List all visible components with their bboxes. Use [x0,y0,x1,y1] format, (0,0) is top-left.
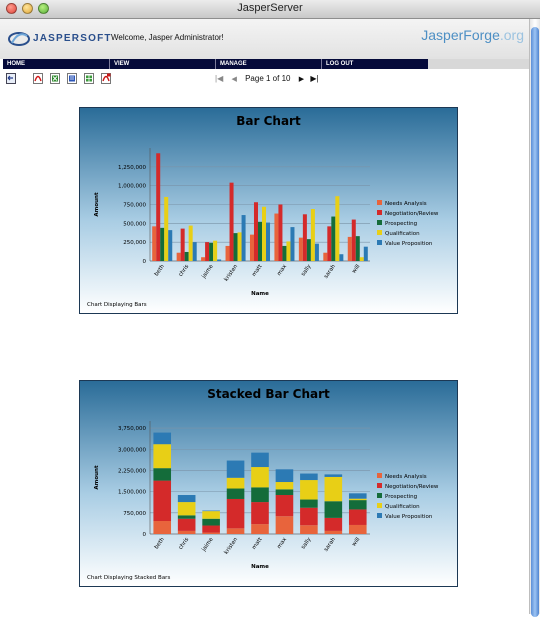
app-header [0,19,540,59]
stacked-bar-chart-panel [79,380,458,587]
previous-page-icon[interactable]: ◀ [231,75,237,83]
bar [156,153,160,261]
jasperforge-link[interactable] [421,27,524,43]
x-axis-label: Name [251,291,269,297]
stacked-bar-chart [80,381,457,586]
y-tick-label: 0 [142,259,146,265]
main-nav [3,59,428,69]
bar-segment [251,524,269,534]
x-tick-label: matt [251,536,264,551]
chart-footer: Chart Displaying Bars [87,302,147,308]
bar-segment [300,480,318,499]
bar [348,237,352,261]
legend-label: Value Proposition [385,241,433,247]
bar-segment [325,477,343,501]
nav-home[interactable]: HOME [7,61,25,67]
bar-segment [227,461,245,478]
bar [278,205,282,262]
bar [258,222,262,261]
bar [286,241,290,261]
nav-logout[interactable]: LOG OUT [321,59,428,69]
bar-segment [325,518,343,531]
bar-segment [178,515,196,518]
bar [250,235,254,261]
bar [315,244,319,261]
bar-segment [325,474,343,477]
window-title: JasperServer [237,2,303,14]
bar [339,254,343,261]
bar [360,257,364,261]
x-tick-label: max [276,536,289,550]
bar [364,247,368,261]
forge-text-org: .org [499,27,524,43]
bar-segment [153,468,171,480]
bar [242,215,246,261]
bar [164,197,168,261]
bar-segment [349,525,367,534]
x-tick-label: sally [300,263,313,278]
y-tick-label: 250,000 [123,240,146,247]
bar-segment [300,474,318,480]
bar [352,220,356,261]
bar [311,209,315,261]
first-page-icon[interactable]: |◀ [215,74,224,84]
bar-segment [153,433,171,445]
bar-chart [80,108,457,313]
y-axis-label: Amount [94,465,100,490]
bar [217,259,221,261]
y-tick-label: 1,000,000 [118,183,146,190]
bar-segment [153,521,171,534]
window-titlebar [0,0,540,19]
bar-segment [227,478,245,489]
nav-filler [428,59,540,69]
bar-segment [276,489,294,495]
legend-swatch [377,240,382,245]
legend-swatch [377,230,382,235]
report-pager [215,74,319,83]
bar [307,239,311,261]
export-rtf-icon[interactable] [67,73,77,84]
back-to-repository-icon[interactable] [6,73,16,84]
legend-label: Needs Analysis [385,474,427,480]
legend-label: Needs Analysis [385,201,427,207]
bar-segment [251,487,269,502]
bar [160,228,164,261]
x-tick-label: kristen [223,263,240,283]
y-tick-label: 3,000,000 [118,447,146,454]
bar-segment [251,453,269,467]
bar-segment [349,509,367,525]
page-indicator: Page 1 of 10 [245,74,291,84]
bar [185,252,189,261]
legend-swatch [377,483,382,488]
bar-segment [276,469,294,482]
bar-chart-panel [79,107,458,314]
bar [254,202,258,261]
bar-segment [202,526,220,533]
legend-swatch [377,200,382,205]
legend-swatch [377,220,382,225]
bar-segment [227,499,245,528]
legend-label: Negotiation/Review [385,211,439,217]
x-axis-label: Name [251,564,269,570]
export-csv-icon[interactable] [84,73,94,84]
bar [205,242,209,261]
x-tick-label: jaime [201,536,215,553]
legend-label: Qualification [385,231,420,237]
y-tick-label: 2,250,000 [118,468,146,475]
bar-segment [202,511,220,519]
bar-segment [153,481,171,521]
jaspersoft-logo-icon [8,30,30,48]
bar-segment [349,499,367,500]
legend-label: Value Proposition [385,514,433,520]
y-tick-label: 750,000 [123,510,146,517]
legend-swatch [377,503,382,508]
bar [282,246,286,261]
bar [226,246,230,261]
chart-title: Bar Chart [236,114,301,128]
bar-segment [153,444,171,468]
y-tick-label: 1,250,000 [118,164,146,171]
legend-swatch [377,473,382,478]
x-tick-label: beth [153,263,166,278]
next-page-icon[interactable]: ▶ [298,75,305,83]
bar [230,183,234,261]
bar [189,226,193,261]
bar-segment [349,500,367,509]
bar-segment [300,525,318,534]
bar [356,236,360,261]
x-tick-label: will [351,536,362,548]
bar-segment [178,495,196,502]
bar [168,230,172,261]
logo-text: JASPERSOFT [33,33,112,44]
bar-segment [251,467,269,487]
bar [303,214,307,261]
legend-label: Prospecting [385,494,418,500]
bar-segment [325,501,343,518]
vertical-scrollbar[interactable] [529,19,540,614]
bar [213,241,217,261]
bar [177,253,181,261]
legend-swatch [377,210,382,215]
bar [238,232,242,261]
y-axis-label: Amount [94,192,100,217]
legend-swatch [377,493,382,498]
legend-label: Negotiation/Review [385,484,439,490]
y-tick-label: 1,500,000 [118,489,146,496]
x-tick-label: matt [251,263,264,278]
bar [193,242,197,261]
y-tick-label: 3,750,000 [118,426,146,433]
bar-segment [276,495,294,516]
nav-manage[interactable]: MANAGE [215,59,321,69]
x-tick-label: will [351,263,362,275]
bar [331,217,335,261]
bar [181,229,185,261]
bar [323,253,327,261]
bar-segment [300,500,318,508]
welcome-message: Welcome, Jasper Administrator! [111,33,224,42]
x-tick-label: sarah [323,263,337,280]
bar-segment [300,508,318,526]
bar [152,226,156,261]
scrollbar-thumb[interactable] [531,27,539,617]
bar-segment [227,528,245,534]
bar-segment [251,502,269,524]
x-tick-label: max [276,263,289,277]
y-tick-label: 750,000 [123,202,146,209]
x-tick-label: sarah [323,536,337,553]
bar-segment [202,533,220,534]
bar [201,257,205,261]
chart-title: Stacked Bar Chart [207,387,330,401]
x-tick-label: beth [153,536,166,551]
export-pdf-alt-icon[interactable] [101,73,111,84]
bar [274,214,278,261]
last-page-icon[interactable]: ▶| [310,74,319,84]
bar-segment [202,511,220,512]
x-tick-label: jaime [201,263,215,280]
bar [209,243,213,261]
x-tick-label: sally [300,536,313,551]
nav-view[interactable]: VIEW [109,59,215,69]
bar [262,207,266,261]
legend-label: Prospecting [385,221,418,227]
bar [299,238,303,261]
x-tick-label: chris [177,263,191,278]
forge-text-jasper: Jasper [421,27,464,43]
jaspersoft-logo[interactable] [8,30,112,48]
bar-segment [349,493,367,498]
bar-segment [178,531,196,534]
bar-segment [202,519,220,526]
export-excel-icon[interactable] [50,73,60,84]
bar-segment [178,519,196,531]
bar [266,223,270,261]
bar-segment [276,516,294,534]
chart-footer: Chart Displaying Stacked Bars [87,575,171,581]
x-tick-label: kristen [223,536,240,556]
bar-segment [325,531,343,534]
x-tick-label: chris [177,536,191,551]
legend-swatch [377,513,382,518]
bar [335,196,339,261]
bar-segment [178,502,196,515]
bar-segment [227,489,245,499]
y-tick-label: 0 [142,532,146,538]
y-tick-label: 500,000 [123,221,146,228]
bar-segment [276,482,294,489]
bar [290,227,294,261]
bar [327,226,331,261]
export-pdf-icon[interactable] [33,73,43,84]
forge-text-forge: Forge [463,27,500,43]
bar [234,233,238,261]
legend-label: Qualification [385,504,420,510]
